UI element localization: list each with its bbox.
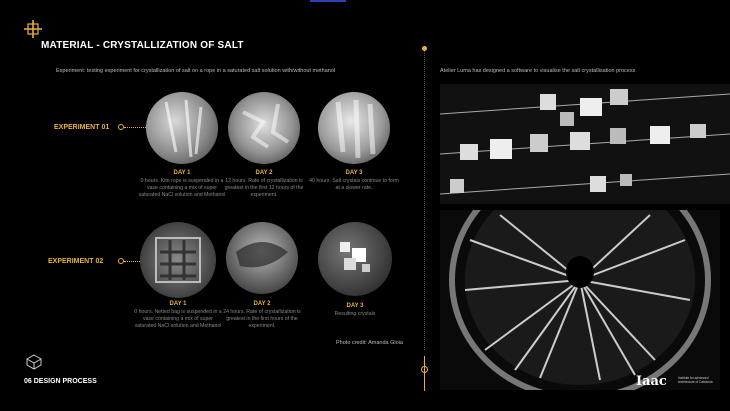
experiment-01-label: EXPERIMENT 01 [54,124,110,131]
plus-icon [24,20,42,38]
exp2-day1-desc: 0 hours. Netted bag is suspended in a vase containing a mix of super saturated NaCl solution and Methanol [134,309,222,329]
cube-icon [26,354,42,370]
exp2-day3-desc: Resulting crystals [334,311,376,317]
iaac-logo: Iaac [636,374,667,389]
exp1-day3-desc: 40 hours. Salt crystals continue to form at a slower rate. [309,178,399,191]
crystal-render-image [440,84,730,204]
exp1-day2-desc: 12 hours. Rate of crystallization is greatest in the first 12 hours of the experiment. [224,178,304,198]
section-label: 06 DESIGN PROCESS [24,378,97,385]
software-description: Atelier Luma has designed a software to visualise the salt crystallisation process [440,68,636,74]
photo-credit: Photo credit: Amanda Gioia [336,340,403,346]
exp1-day3-title: DAY 3 [345,170,363,176]
page-title: MATERIAL - CRYSTALLIZATION OF SALT [41,40,244,51]
exp1-day2-title: DAY 2 [255,170,273,176]
exp2-day2-title: DAY 2 [253,301,271,307]
exp2-day3-photo [318,222,392,296]
exp1-day1-desc: 0 hours. Kite rope is suspended in a vase containing a mix of super saturated NaCl solution and Methanol [138,178,226,198]
top-accent-bar [310,0,346,2]
iaac-logo-subtitle: Institute for advanced architecture of Catalonia [678,376,713,384]
exp1-day1-photo [146,92,218,164]
exp2-day3-title: DAY 3 [346,303,364,309]
exp1-day3-photo [318,92,390,164]
accent-dot [421,366,428,373]
experiment-description: Experiment: testing experiment for crystallization of salt on a rope in a saturated salt solution with/without methanol [56,68,336,74]
connector-line [124,127,148,128]
exp2-day2-desc: 24 hours. Rate of crystallization is greatest in the first hours of the experiment. [223,309,301,329]
accent-line [424,356,425,391]
accent-dot-top [422,46,427,51]
exp2-day1-title: DAY 1 [169,301,187,307]
exp1-day1-title: DAY 1 [173,170,191,176]
radial-crystal-render-image [440,210,720,390]
exp2-day1-photo [140,222,216,298]
experiment-02-label: EXPERIMENT 02 [48,258,104,265]
exp2-day2-photo [226,222,298,294]
exp1-day2-photo [228,92,300,164]
divider [424,50,425,350]
